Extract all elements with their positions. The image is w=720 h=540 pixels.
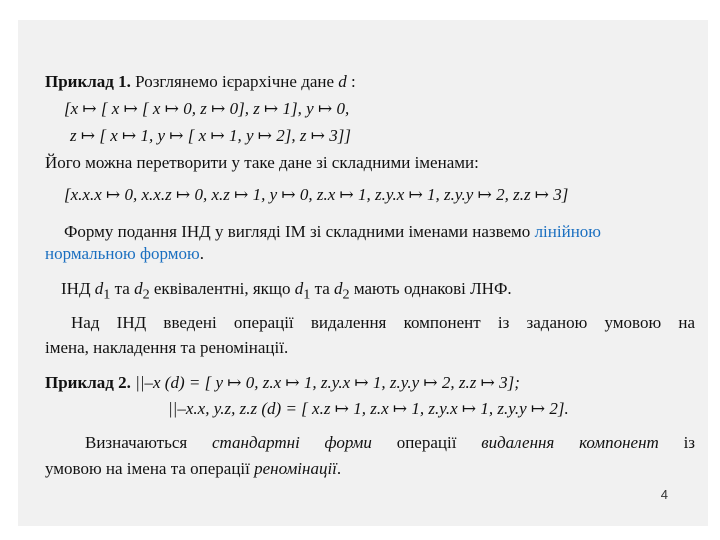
- standard-forms-line2: [45, 459, 341, 479]
- standard-forms-line1: [45, 433, 695, 453]
- example1-heading: [45, 72, 356, 92]
- example1-var: d: [338, 72, 347, 91]
- equiv-sub1b: 1: [303, 286, 311, 303]
- slide: [18, 20, 708, 526]
- example1-transform-text: Його можна перетворити у таке дане зі складними іменами:: [45, 153, 479, 172]
- equiv-d1b: d: [294, 279, 304, 298]
- lnf-text: Форму подання ІНД у вигляді ІМ зі складними іменами назвемо: [64, 222, 535, 241]
- lnf-definition: [45, 220, 695, 244]
- example1-data-line1: [x ↦ [ x ↦ [ x ↦ 0, z ↦ 0], z ↦ 1], y ↦ 0,: [64, 99, 350, 118]
- example1-data-line2: z ↦ [ x ↦ 1, y ↦ [ x ↦ 1, y ↦ 2], z ↦ 3]]: [70, 126, 351, 145]
- lnf-period: .: [199, 244, 204, 263]
- example1-intro: Розглянемо ієрархічне дане: [135, 72, 335, 91]
- equiv-text-1: ІНД: [61, 279, 95, 298]
- sf-t3: із: [658, 433, 696, 452]
- lnf-term-part1: лінійною: [534, 222, 601, 241]
- equiv-text-3: мають однакові ЛНФ.: [349, 279, 512, 298]
- operations-line1: Над ІНД введені операції видалення компонент із заданою умовою на: [71, 313, 695, 332]
- sf-i2: видалення компонент: [481, 433, 659, 452]
- example1-colon: :: [351, 72, 356, 91]
- operations-line2: імена, накладення та реномінації.: [45, 338, 289, 357]
- equiv-d2: d: [134, 279, 143, 298]
- lnf-definition-line2: [45, 244, 204, 264]
- example2-line2: ||–x.x, y.z, z.z (d) = [ x.z ↦ 1, z.x ↦ 1, z.y.x ↦ 1, z.y.y ↦ 2].: [168, 399, 569, 418]
- equiv-d1: d: [94, 279, 104, 298]
- equiv-ta1: та: [110, 279, 135, 298]
- equivalence-statement: [61, 279, 512, 304]
- example1-label: Приклад 1.: [45, 72, 131, 91]
- example2-expr1: ||–x (d) = [ y ↦ 0, z.x ↦ 1, z.y.x ↦ 1, z.y.y ↦ 2, z.z ↦ 3];: [135, 373, 520, 392]
- sf-t4: умовою на імена та операції: [45, 459, 255, 478]
- lnf-term-part2: нормальною формою: [45, 244, 200, 263]
- page-number: 4: [660, 487, 668, 502]
- sf-i3: реномінації: [254, 459, 337, 478]
- equiv-ta2: та: [310, 279, 335, 298]
- sf-t1: Визначаються: [85, 433, 213, 452]
- equiv-sub1: 1: [103, 286, 111, 303]
- example2-line1: [45, 373, 520, 393]
- equiv-sub2b: 2: [342, 286, 350, 303]
- example2-label: Приклад 2.: [45, 373, 131, 392]
- example1-complex-names: [x.x.x ↦ 0, x.x.z ↦ 0, x.z ↦ 1, y ↦ 0, z.x ↦ 1, z.y.x ↦ 1, z.y.y ↦ 2, z.z ↦ 3]: [64, 185, 569, 204]
- sf-t5: .: [336, 459, 342, 478]
- equiv-sub2: 2: [142, 286, 150, 303]
- equiv-text-2: еквівалентні, якщо: [149, 279, 295, 298]
- equiv-d2b: d: [334, 279, 343, 298]
- sf-i1: стандартні форми: [212, 433, 372, 452]
- sf-t2: операції: [371, 433, 482, 452]
